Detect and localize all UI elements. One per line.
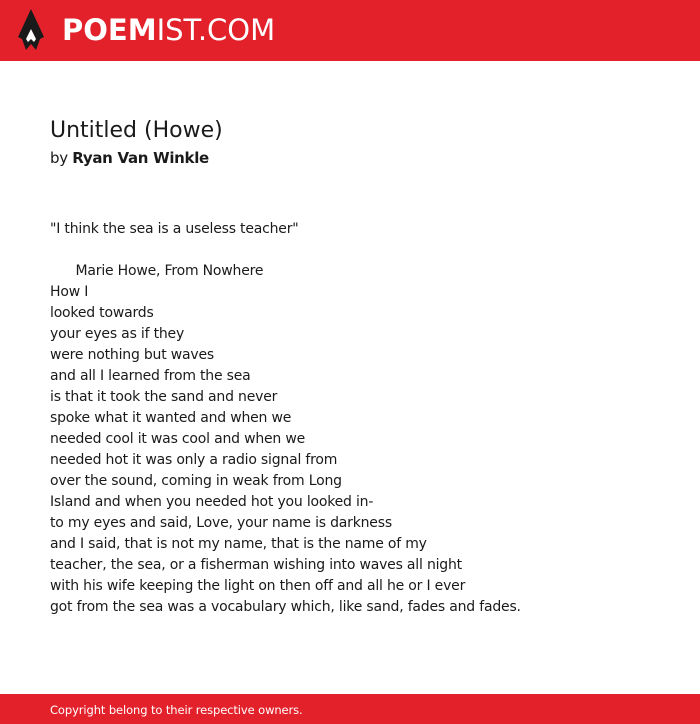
author-name: Ryan Van Winkle <box>72 149 209 167</box>
poem-line: your eyes as if they <box>50 326 185 342</box>
poem-line: is that it took the sand and never <box>50 389 278 405</box>
poem-line: were nothing but waves <box>50 347 214 363</box>
logo-bold-text: POEM <box>62 13 157 47</box>
poem-line: Island and when you needed hot you looked in- <box>50 494 374 510</box>
poem-line: needed cool it was cool and when we <box>50 431 305 447</box>
site-header <box>0 0 700 61</box>
poem-line: looked towards <box>50 305 154 321</box>
byline-prefix: by <box>50 149 68 167</box>
poem-line: and I said, that is not my name, that is the name of my <box>50 536 427 552</box>
poem-line: over the sound, coming in weak from Long <box>50 473 342 489</box>
poem-header <box>50 116 670 170</box>
poem-line: and all I learned from the sea <box>50 368 251 384</box>
poem-line: needed hot it was only a radio signal from <box>50 452 338 468</box>
site-logo[interactable] <box>62 12 275 48</box>
poem-line <box>50 240 680 261</box>
poem-line: Marie Howe, From Nowhere <box>50 263 264 279</box>
poem-body <box>50 219 680 618</box>
copyright-notice: Copyright belong to their respective owners. <box>50 703 303 717</box>
poem-line: How I <box>50 284 89 300</box>
poem-line: to my eyes and said, Love, your name is darkness <box>50 515 392 531</box>
poem-line: "I think the sea is a useless teacher" <box>50 221 299 237</box>
byline <box>50 146 670 170</box>
poem-line: with his wife keeping the light on then off and all he or I ever <box>50 578 466 594</box>
poem-line: teacher, the sea, or a fisherman wishing into waves all night <box>50 557 462 573</box>
site-footer <box>0 694 700 724</box>
poem-line: spoke what it wanted and when we <box>50 410 292 426</box>
pen-nib-icon[interactable] <box>18 9 44 51</box>
logo-light-text: IST.COM <box>156 13 276 47</box>
poem-title: Untitled (Howe) <box>50 118 223 143</box>
poem-line: got from the sea was a vocabulary which, like sand, fades and fades. <box>50 599 521 615</box>
